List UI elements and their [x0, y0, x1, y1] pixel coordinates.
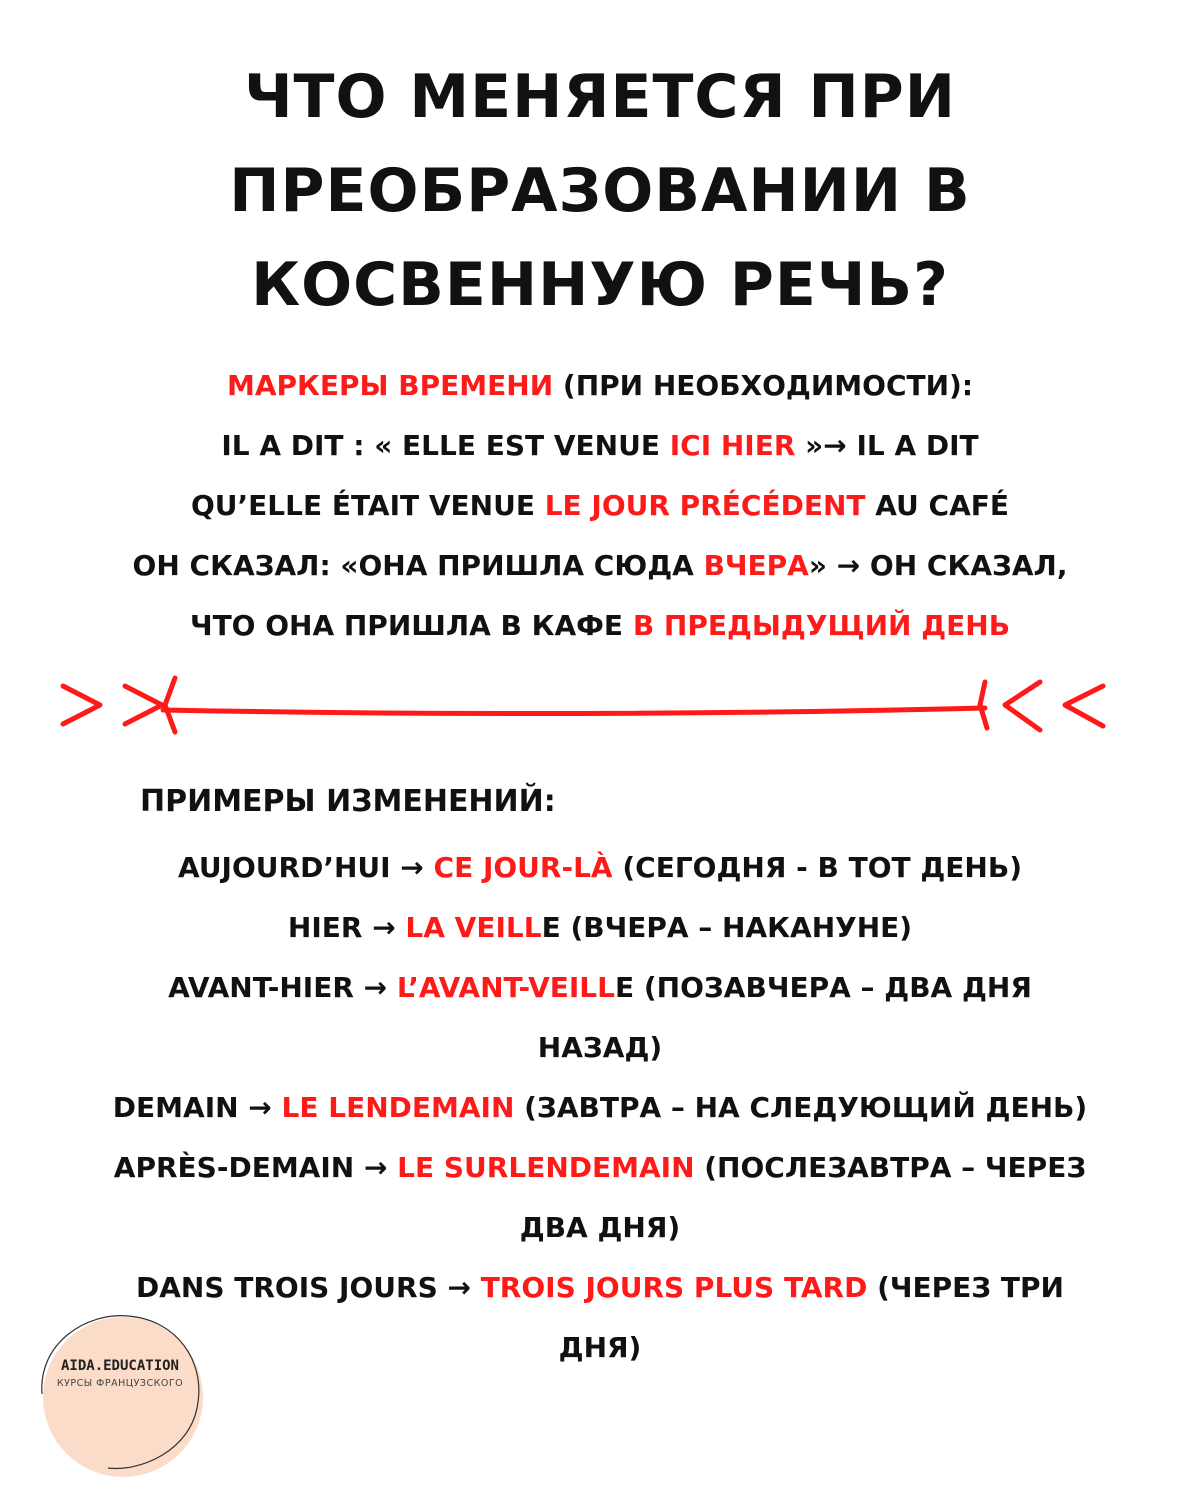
arrow-shaft [163, 708, 985, 714]
highlight: ВЧЕРА [703, 549, 809, 582]
logo-name: AIDA.EDUCATION [60, 1358, 179, 1374]
example-text: DANS TROIS JOURS → [136, 1271, 481, 1304]
example-text: ДВА ДНЯ) [519, 1211, 681, 1244]
markers-russian-line-1 [0, 536, 1200, 596]
logo-subtitle: КУРСЫ ФРАНЦУЗСКОГО [56, 1378, 184, 1389]
highlight: В ПРЕДЫДУЩИЙ ДЕНЬ [632, 609, 1011, 642]
title-line-2: ПРЕОБРАЗОВАНИИ В [229, 156, 971, 226]
text: ОН СКАЗАЛ: «ОНА ПРИШЛА СЮДА [132, 549, 704, 582]
example-text: E (ВЧЕРА – НАКАНУНЕ) [541, 911, 913, 944]
example-text: (ЧЕРЕЗ ТРИ [867, 1271, 1064, 1304]
highlight: LE JOUR PRÉCÉDENT [544, 489, 866, 522]
example-highlight: LA VEILL [405, 911, 542, 944]
arrow-divider [55, 668, 1115, 778]
example-highlight: CE JOUR-LÀ [433, 851, 613, 884]
text: QU’ELLE ÉTAIT VENUE [191, 489, 545, 522]
markers-heading-highlight: МАРКЕРЫ ВРЕМЕНИ [226, 369, 554, 402]
example-text: APRÈS-DEMAIN → [113, 1151, 398, 1184]
markers-french-line-1 [0, 416, 1200, 476]
example-line [0, 898, 1200, 958]
time-markers-section [0, 356, 1200, 656]
title-line-1: ЧТО МЕНЯЕТСЯ ПРИ [244, 62, 956, 132]
markers-french-line-2 [0, 476, 1200, 536]
page-title [0, 50, 1200, 332]
text: » → ОН СКАЗАЛ, [808, 549, 1068, 582]
example-line [0, 1138, 1200, 1198]
example-text: E (ПОЗАВЧЕРА – ДВА ДНЯ [615, 971, 1032, 1004]
logo-badge-icon [28, 1302, 208, 1482]
example-text: НАЗАД) [537, 1031, 663, 1064]
example-text: (ЗАВТРА – НА СЛЕДУЮЩИЙ ДЕНЬ) [514, 1091, 1088, 1124]
highlight: ICI HIER [669, 429, 796, 462]
example-line [0, 838, 1200, 898]
example-highlight: TROIS JOURS PLUS TARD [480, 1271, 868, 1304]
text: »→ IL A DIT [795, 429, 979, 462]
examples-heading: ПРИМЕРЫ ИЗМЕНЕНИЙ: [140, 784, 556, 819]
text: AU CAFÉ [865, 489, 1009, 522]
example-text: (ПОСЛЕЗАВТРА – ЧЕРЕЗ [694, 1151, 1087, 1184]
example-highlight: LE SURLENDEMAIN [397, 1151, 695, 1184]
example-text: AUJOURD’HUI → [178, 851, 434, 884]
examples-list [0, 838, 1200, 1378]
title-line-3: КОСВЕННУЮ РЕЧЬ? [251, 250, 949, 320]
example-line [0, 1078, 1200, 1138]
left-fletching-icon [63, 678, 175, 732]
example-line [0, 1198, 1200, 1258]
text: IL A DIT : « ELLE EST VENUE [221, 429, 670, 462]
example-highlight: L’AVANT-VEILL [396, 971, 615, 1004]
example-text: HIER → [287, 911, 406, 944]
text: ЧТО ОНА ПРИШЛА В КАФЕ [189, 609, 633, 642]
markers-russian-line-2 [0, 596, 1200, 656]
right-fletching-icon [980, 682, 1103, 730]
markers-heading [0, 356, 1200, 416]
example-line [0, 958, 1200, 1018]
example-text: (СЕГОДНЯ - В ТОТ ДЕНЬ) [612, 851, 1022, 884]
example-highlight: LE LENDEMAIN [281, 1091, 515, 1124]
example-text: DEMAIN → [112, 1091, 282, 1124]
example-line [0, 1018, 1200, 1078]
markers-heading-text: (ПРИ НЕОБХОДИМОСТИ): [553, 369, 974, 402]
example-text: AVANT-HIER → [168, 971, 397, 1004]
example-text: ДНЯ) [558, 1331, 642, 1364]
